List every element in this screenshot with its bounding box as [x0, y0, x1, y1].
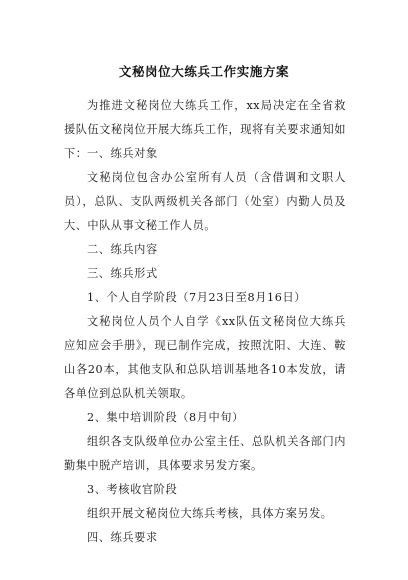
stage-heading-self-study: 1、个人自学阶段（7月23日至8月16日） [87, 291, 307, 304]
targets-paragraph: 文秘岗位包含办公室所有人员（含借调和文职人员），总队、支队两级机关各部门（处室）内勤人员及大、中队从事文秘工作人员。 [64, 171, 346, 232]
section-heading-targets: 一、练兵对象 [87, 147, 158, 160]
training-paragraph: 组织各支队级单位办公室主任、总队机关各部门内勤集中脱产培训，具体要求另发方案。 [64, 435, 346, 472]
stage-heading-training: 2、集中培训阶段（8月中旬） [87, 411, 244, 424]
document-title: 文秘岗位大练兵工作实施方案 [118, 64, 290, 79]
section-heading-format: 三、练兵形式 [87, 267, 158, 280]
self-study-paragraph: 文秘岗位人员个人自学《xx队伍文秘岗位大练兵应知应会手册》，现已制作完成，按照沈阳、大连、鞍山各20本，其他支队和总队培训基地各10本发放，请各单位到总队机关领取。 [64, 315, 346, 400]
section-heading-content: 二、练兵内容 [87, 243, 158, 256]
intro-paragraph: 为推进文秘岗位大练兵工作，xx局决定在全省救援队伍文秘岗位开展大练兵工作，现将有关要求通知如下： [64, 99, 346, 160]
assessment-paragraph: 组织开展文秘岗位大练兵考核，具体方案另发。 [87, 507, 333, 520]
section-heading-requirements: 四、练兵要求 [87, 531, 158, 544]
stage-heading-assessment: 3、考核收官阶段 [87, 483, 178, 496]
